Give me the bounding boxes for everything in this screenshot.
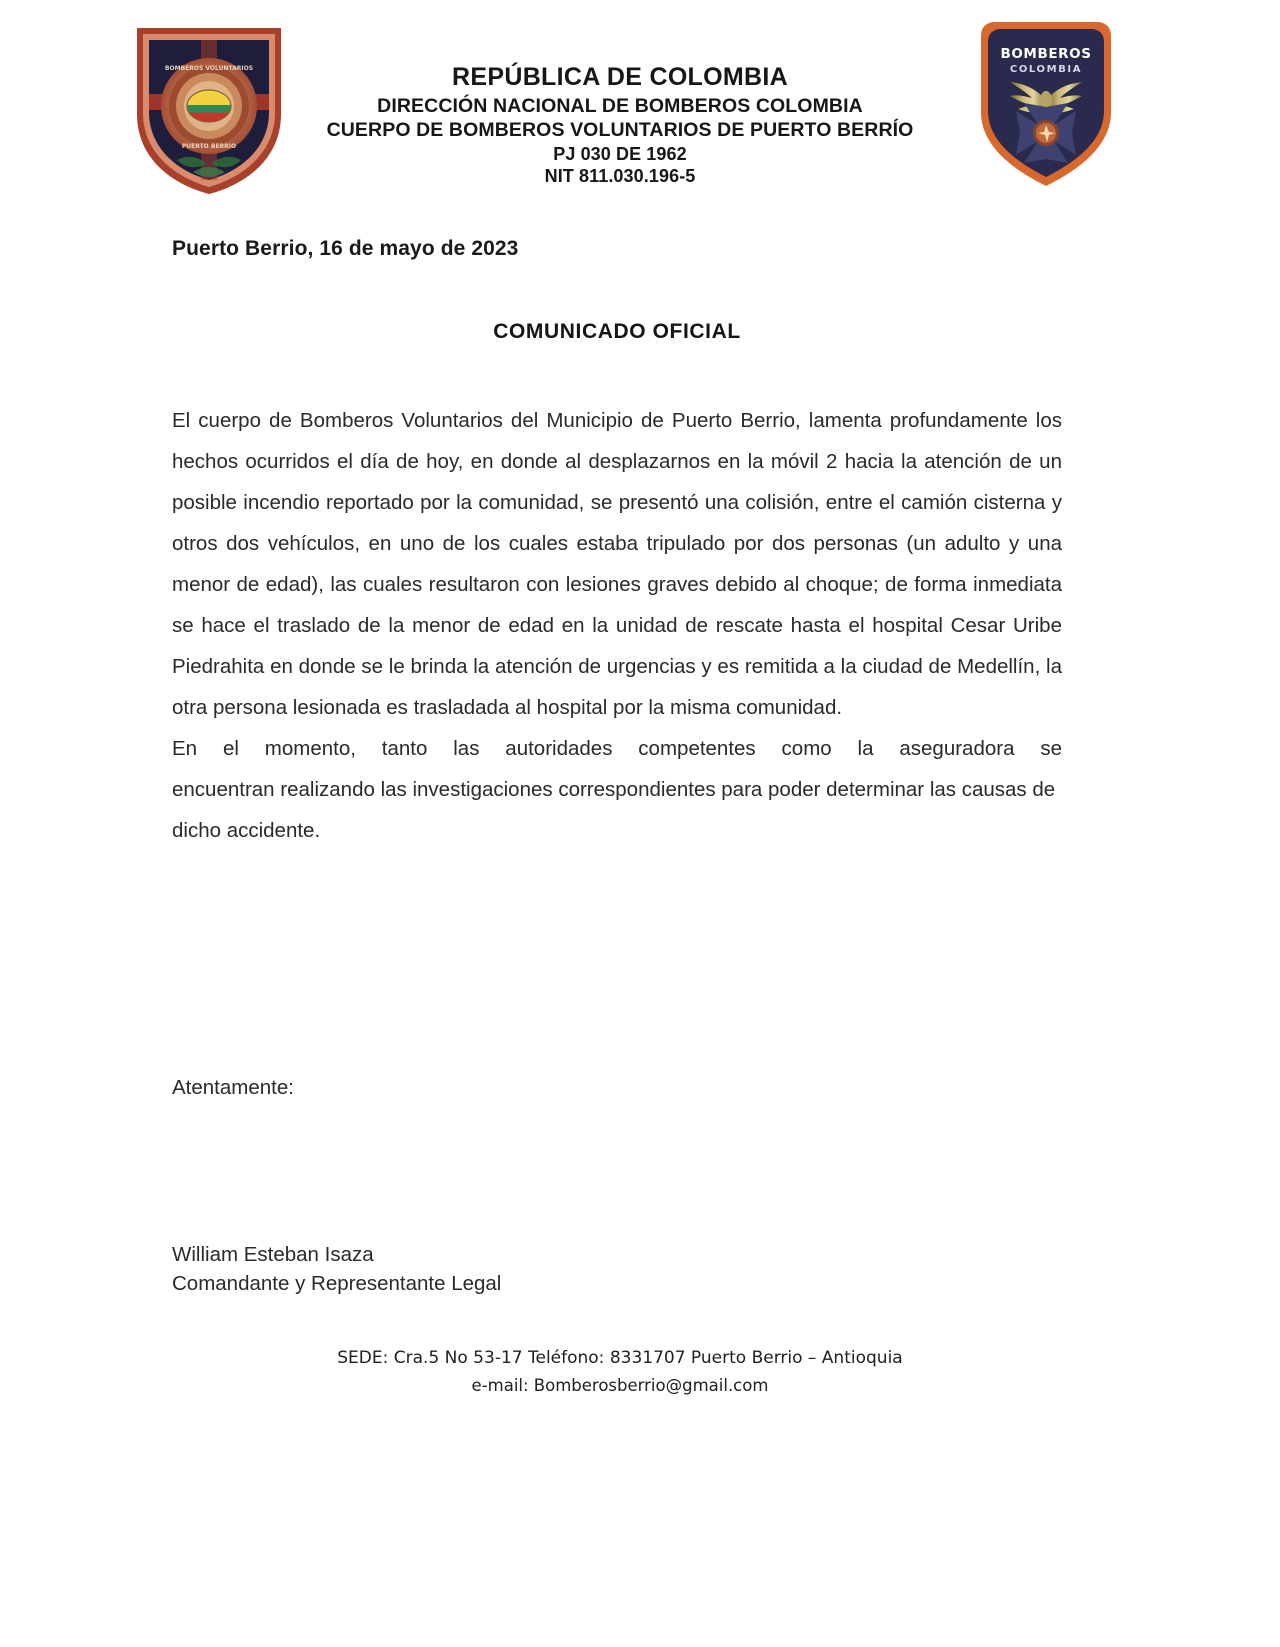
paragraph-investigation-line-1: En el momento, tanto las autoridades competentes como la aseguradora se bbox=[172, 737, 1062, 760]
personeria-juridica-line: PJ 030 DE 1962 bbox=[553, 143, 687, 164]
footer-address: SEDE: Cra.5 No 53-17 Teléfono: 8331707 Puerto Berrio – Antioquia bbox=[337, 1348, 903, 1368]
closing-salutation: Atentamente: bbox=[172, 1076, 294, 1099]
svg-text:COLOMBIA: COLOMBIA bbox=[1009, 64, 1083, 75]
footer bbox=[170, 1345, 1070, 1399]
paragraph-incident: El cuerpo de Bomberos Voluntarios del Municipio de Puerto Berrio, lamenta profundamente los hechos ocurridos el día de hoy, en donde al desplazarnos en la móvil 2 hacia la atención de un posible incendio reportado por la comunidad, se presentó una colisión, entre el camión cisterna y otros dos vehículos, en uno de los cuales estaba tripulado por dos personas (un adulto y una menor de edad), las cuales resultaron con lesiones graves debido al choque; de forma inmediata se hace el traslado de la menor de edad en la unidad de rescate hasta el hospital Cesar Uribe Piedrahita en donde se le brinda la atención de urgencias y es remitida a la ciudad de Medellín, la otra persona lesionada es trasladada al hospital por la misma comunidad. bbox=[172, 409, 1062, 719]
footer-email: e-mail: Bomberosberrio@gmail.com bbox=[471, 1376, 769, 1395]
date-line: Puerto Berrio, 16 de mayo de 2023 bbox=[172, 237, 519, 260]
republic-line: REPÚBLICA DE COLOMBIA bbox=[452, 63, 788, 91]
nit-line: NIT 811.030.196-5 bbox=[544, 166, 696, 187]
letterhead-title-block bbox=[300, 62, 940, 188]
document-title: COMUNICADO OFICIAL bbox=[493, 320, 741, 343]
paragraph-investigation-rest: encuentran realizando las investigaciones correspondientes para poder determinar las causas de dicho accidente. bbox=[172, 778, 1056, 842]
paragraph-investigation bbox=[172, 728, 1062, 851]
bomberos-voluntarios-puerto-berrio-emblem-icon bbox=[133, 22, 285, 194]
svg-text:PUERTO BERRIO: PUERTO BERRIO bbox=[181, 143, 237, 150]
letterhead bbox=[0, 0, 1280, 215]
signature-block bbox=[172, 1240, 501, 1298]
document-body bbox=[172, 400, 1062, 851]
svg-text:BOMBEROS: BOMBEROS bbox=[1000, 46, 1092, 62]
signer-role: Comandante y Representante Legal bbox=[172, 1272, 502, 1295]
cuerpo-bomberos-line: CUERPO DE BOMBEROS VOLUNTARIOS DE PUERTO BERRÍO bbox=[326, 119, 914, 142]
signer-name: William Esteban Isaza bbox=[172, 1243, 374, 1266]
bomberos-colombia-emblem-icon bbox=[975, 14, 1117, 192]
direccion-nacional-line: DIRECCIÓN NACIONAL DE BOMBEROS COLOMBIA bbox=[377, 94, 863, 117]
svg-text:BOMBEROS VOLUNTARIOS: BOMBEROS VOLUNTARIOS bbox=[164, 65, 254, 72]
